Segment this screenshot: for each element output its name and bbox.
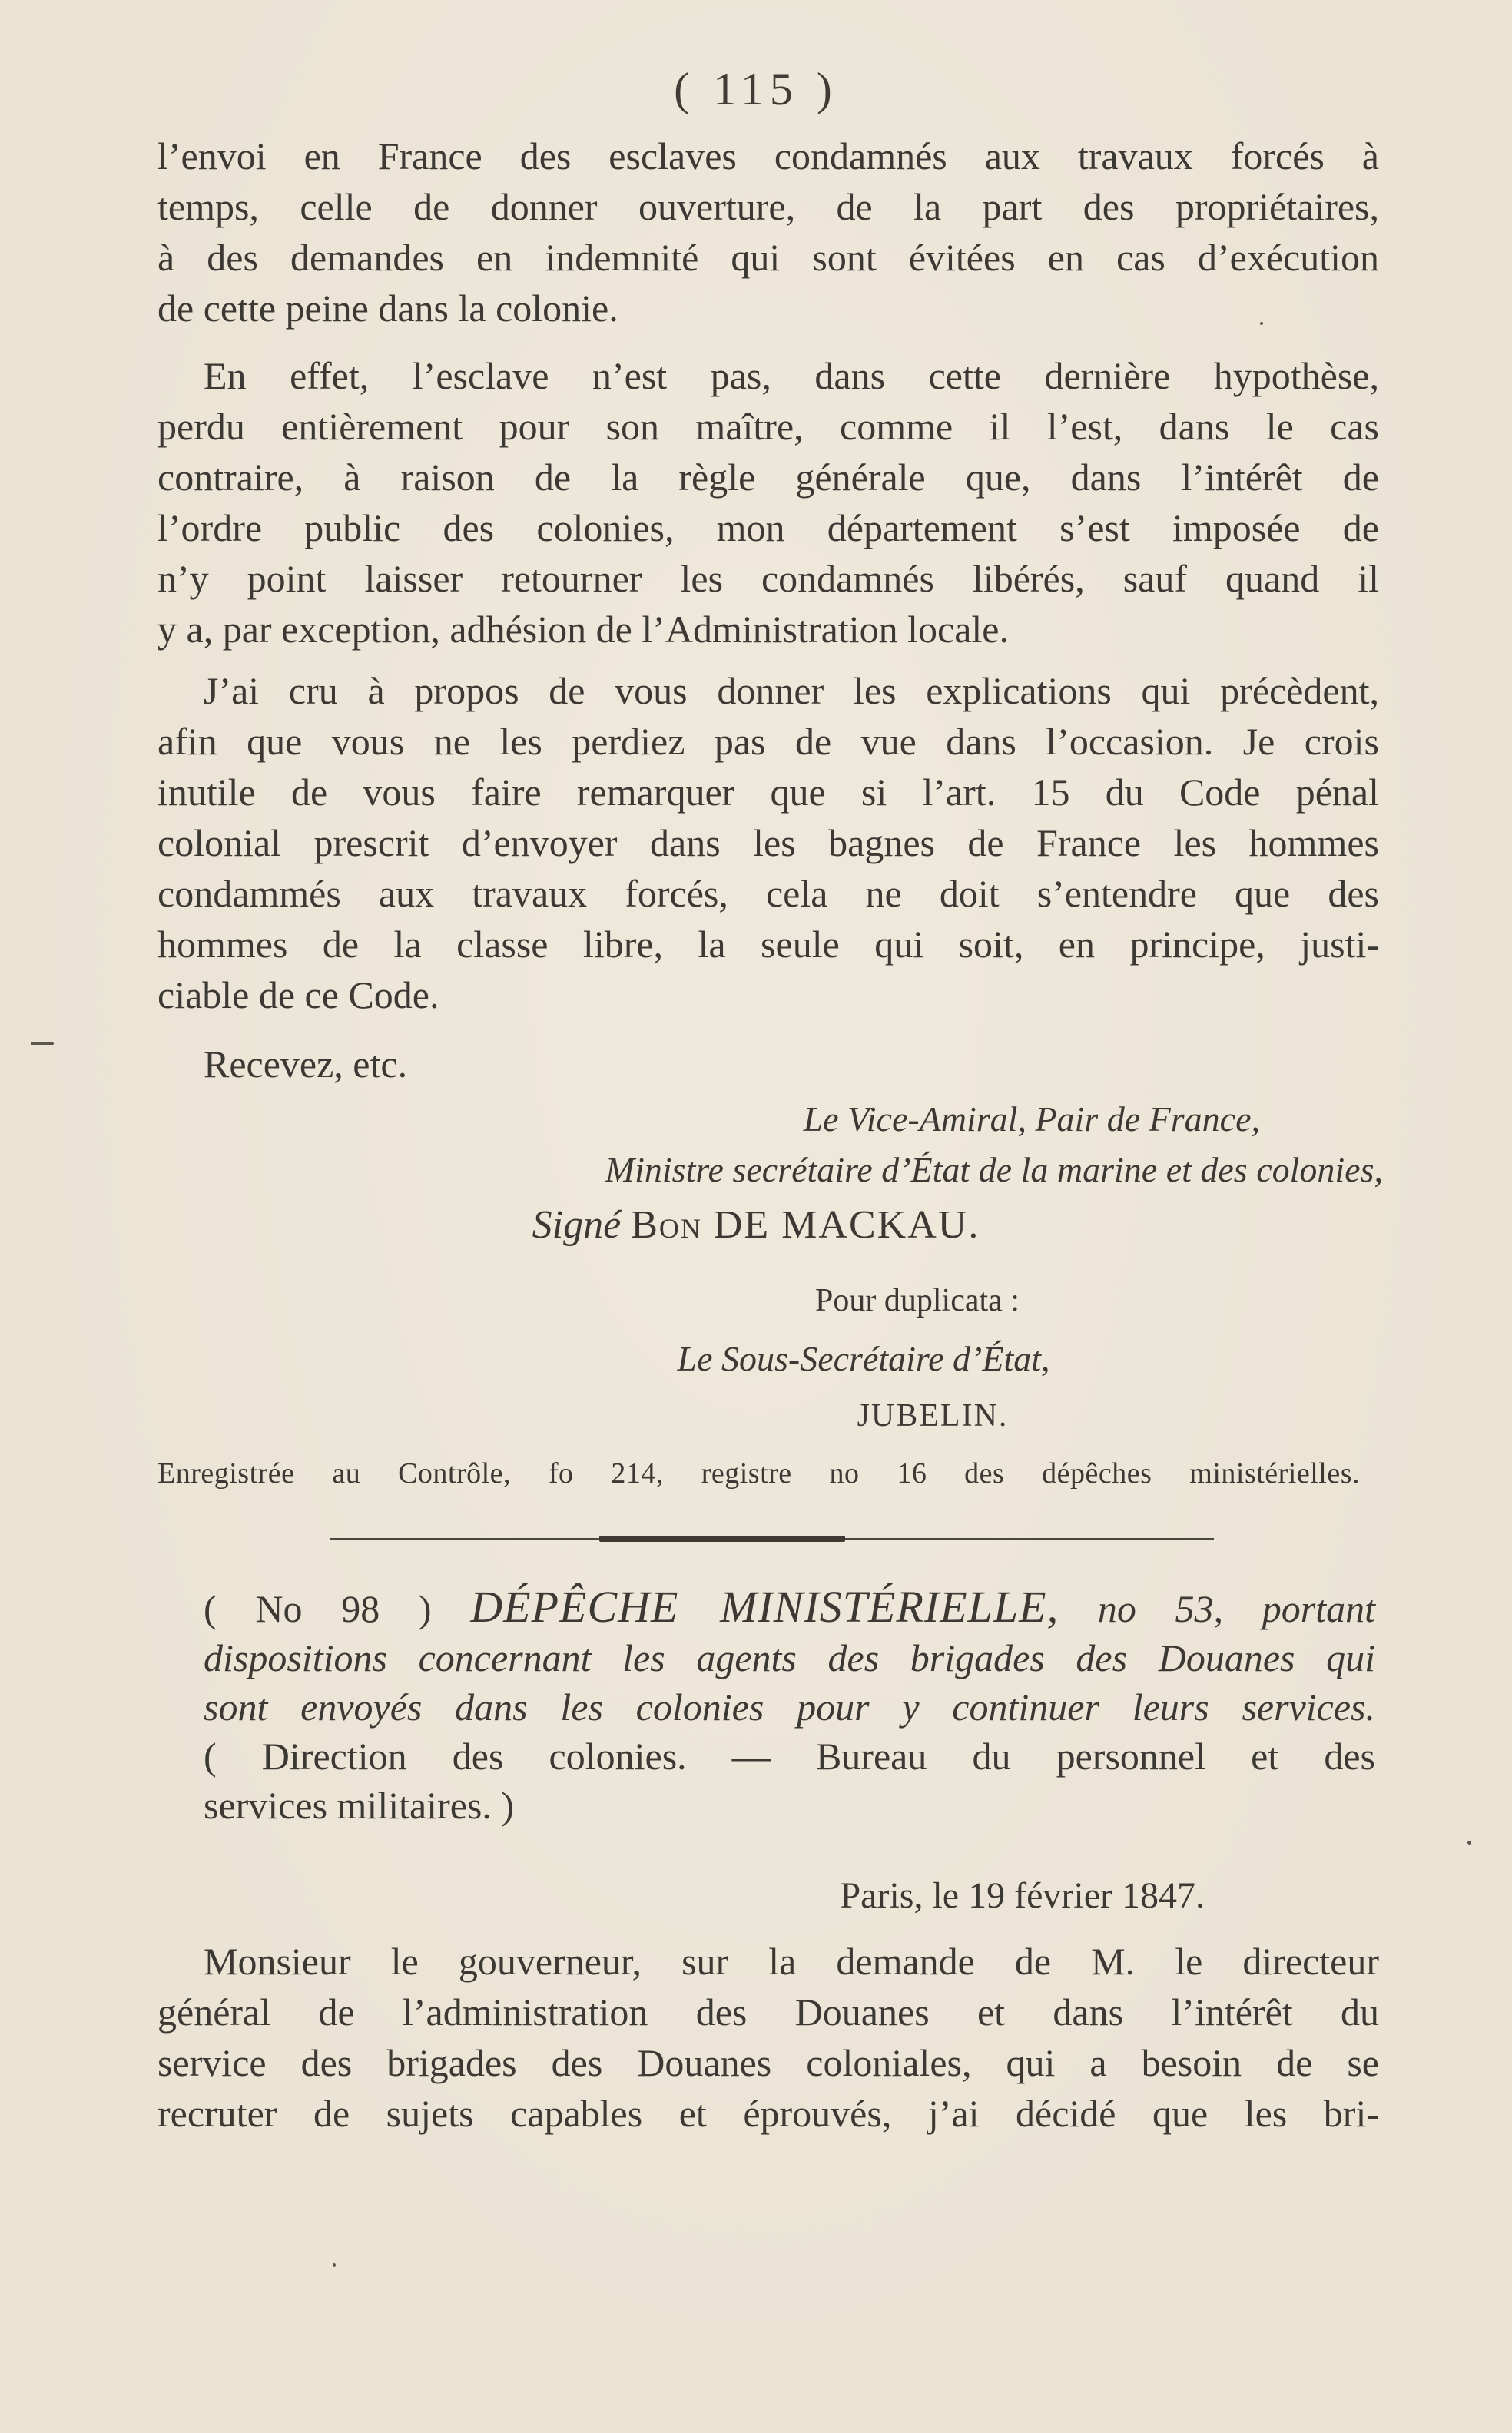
signature-title: Le Vice-Amiral, Pair de France, [803, 1099, 1260, 1139]
text-line: En effet, l’esclave n’est pas, dans cette dernière hypothèse, [204, 354, 1379, 397]
closing [158, 1039, 1379, 1089]
paper-speck [1260, 322, 1263, 325]
dispatch-number: ( No 98 ) [204, 1587, 432, 1630]
text-line: J’ai cru à propos de vous donner les explications qui précèdent, [204, 669, 1379, 712]
signature-signed [0, 1200, 1512, 1251]
closing-line: Recevez, etc. [204, 1042, 408, 1086]
text-line: colonial prescrit d’envoyer dans les bagnes de France les hommes [158, 821, 1379, 864]
text-line: l’envoi en France des esclaves condamnés aux travaux forcés à [158, 134, 1379, 177]
paragraph-1 [158, 131, 1379, 333]
text-line: l’ordre public des colonies, mon département s’est imposée de [158, 506, 1379, 549]
text-line: hommes de la classe libre, la seule qui soit, en principe, justi- [158, 923, 1379, 966]
signature-office: Ministre secrétaire d’État de la marine et des colonies, [605, 1150, 1383, 1189]
duplicate-label: Pour duplicata : [815, 1283, 1020, 1318]
dispatch-title: DÉPÊCHE MINISTÉRIELLE, [470, 1582, 1059, 1632]
dispatch-line [204, 1682, 1375, 1732]
dateline: Paris, le 19 février 1847. [840, 1875, 1205, 1916]
dispatch-line: ( Direction des colonies. — Bureau du personnel et des [204, 1735, 1375, 1778]
dispatch-title-line [204, 1583, 1375, 1633]
text-line: général de l’administration des Douanes et dans l’intérêt du [158, 1990, 1379, 2034]
paper-speck [333, 2263, 336, 2267]
paper-speck [1467, 1841, 1471, 1845]
registration-note: Enregistrée au Contrôle, fo 214, registre no 16 des dépêches ministérielles. [158, 1457, 1360, 1490]
text-line: inutile de vous faire remarquer que si l’art. 15 du Code pénal [158, 771, 1379, 814]
text-line: n’y point laisser retourner les condamnés libérés, sauf quand il [158, 557, 1379, 600]
separator-ornament [599, 1536, 845, 1542]
undersecretary-name: JUBELIN. [857, 1398, 1009, 1434]
signed-prefix: Signé [532, 1203, 622, 1247]
undersecretary-title: Le Sous-Secrétaire d’État, [677, 1339, 1050, 1378]
paragraph-2 [158, 350, 1379, 655]
text-line: ciable de ce Code. [158, 973, 439, 1016]
dispatch-line: services militaires. ) [204, 1784, 515, 1827]
page-number: ( 115 ) [674, 64, 838, 114]
dispatch-subnumber: no 53, [1097, 1587, 1224, 1630]
text-line: service des brigades des Douanes coloniales, qui a besoin de se [158, 2041, 1379, 2084]
text-line: y a, par exception, adhésion de l’Administration locale. [158, 608, 1009, 651]
text-line: Monsieur le gouverneur, sur la demande de M. le directeur [204, 1940, 1379, 1983]
text-line: de cette peine dans la colonie. [158, 287, 618, 330]
dispatch-heading [204, 1583, 1375, 1830]
dispatch-portant: portant [1262, 1587, 1376, 1630]
dispatch-line [204, 1633, 1375, 1682]
text-line: perdu entièrement pour son maître, comme il l’est, dans le cas [158, 405, 1379, 448]
paragraph-3 [158, 665, 1379, 1020]
dispatch-subject: dispositions concernant les agents des brigades des Douanes qui [204, 1636, 1375, 1679]
text-line: à des demandes en indemnité qui sont évitées en cas d’exécution [158, 236, 1379, 279]
text-line: recruter de sujets capables et éprouvés, j’ai décidé que les bri- [158, 2092, 1379, 2135]
text-line: condammés aux travaux forcés, cela ne doit s’entendre que des [158, 872, 1379, 915]
text-line: temps, celle de donner ouverture, de la part des propriétaires, [158, 185, 1379, 228]
paragraph-4 [158, 1936, 1379, 2139]
paper-mark [31, 1042, 54, 1045]
text-line: afin que vous ne les perdiez pas de vue dans l’occasion. Je crois [158, 720, 1379, 763]
signed-name: Bon DE MACKAU. [631, 1203, 980, 1247]
dispatch-subject-cont: sont envoyés dans les colonies pour y continuer leurs services. [204, 1686, 1375, 1729]
text-line: contraire, à raison de la règle générale que, dans l’intérêt de [158, 456, 1379, 499]
